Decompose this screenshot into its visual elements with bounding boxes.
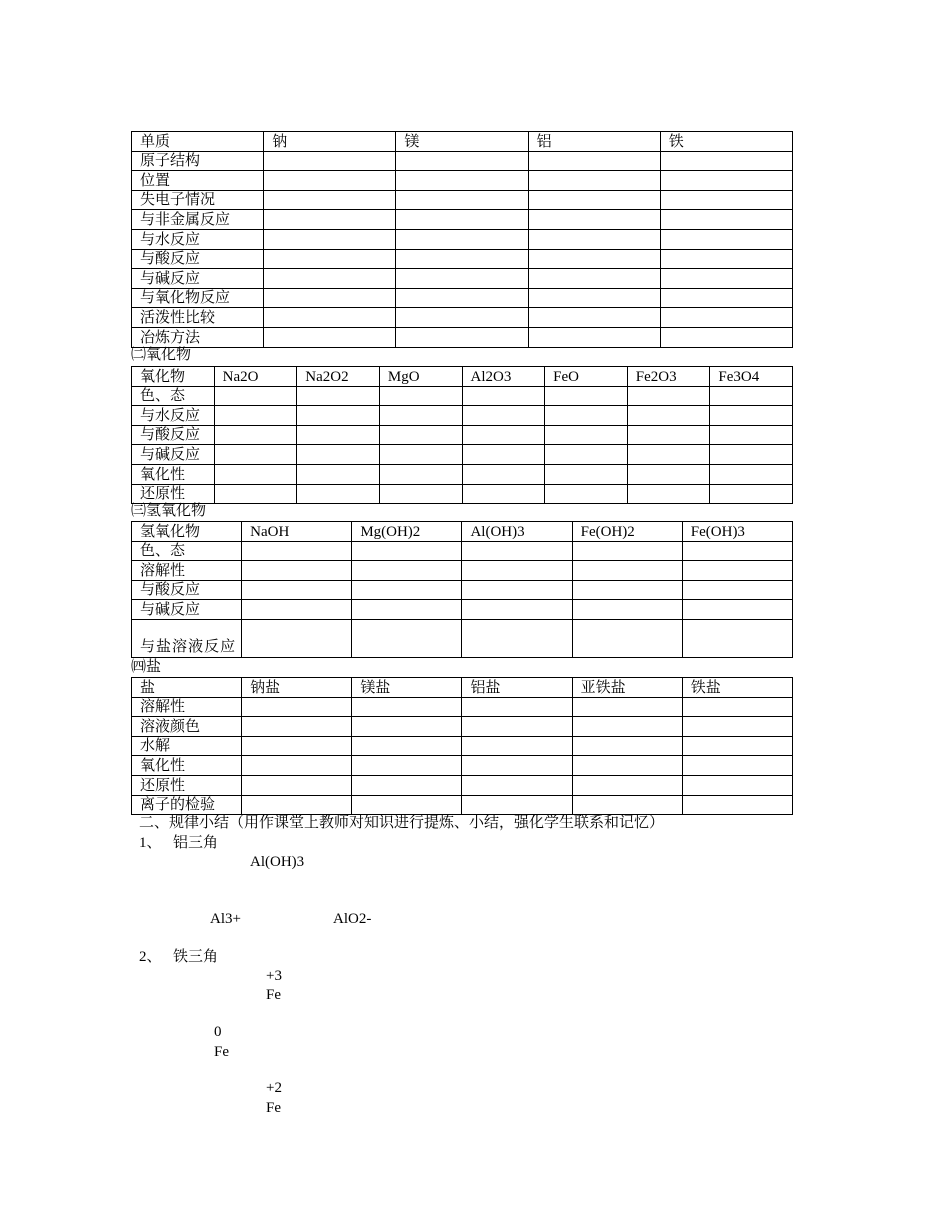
empty-cell — [297, 425, 380, 445]
empty-cell — [682, 795, 792, 815]
row-label: 氧化性 — [132, 464, 215, 484]
table-row — [132, 756, 793, 776]
empty-cell — [242, 619, 352, 657]
salt-section-title: ㈣盐 — [131, 659, 162, 675]
empty-cell — [396, 190, 528, 210]
empty-cell — [214, 406, 297, 426]
table-row — [132, 386, 793, 406]
empty-cell — [214, 464, 297, 484]
empty-cell — [627, 464, 710, 484]
empty-cell — [264, 171, 396, 191]
empty-cell — [379, 386, 462, 406]
empty-cell — [660, 190, 792, 210]
empty-cell — [242, 580, 352, 600]
fe0-charge: 0 — [214, 1024, 222, 1040]
empty-cell — [264, 249, 396, 269]
empty-cell — [528, 151, 660, 171]
empty-cell — [710, 445, 793, 465]
empty-cell — [242, 736, 352, 756]
empty-cell — [660, 171, 792, 191]
table-row — [132, 308, 793, 328]
header-cell: 钠 — [264, 132, 396, 152]
empty-cell — [396, 229, 528, 249]
header-cell: 钠盐 — [242, 678, 352, 698]
row-label: 与碱反应 — [132, 269, 264, 289]
header-cell: Al2O3 — [462, 367, 545, 387]
empty-cell — [660, 151, 792, 171]
empty-cell — [660, 269, 792, 289]
item2-title: 铁三角 — [173, 949, 219, 965]
header-cell: Na2O2 — [297, 367, 380, 387]
table-row — [132, 288, 793, 308]
row-label: 氧化性 — [132, 756, 242, 776]
empty-cell — [352, 541, 462, 561]
empty-cell — [572, 697, 682, 717]
header-cell: 铝盐 — [462, 678, 572, 698]
empty-cell — [682, 717, 792, 737]
empty-cell — [352, 717, 462, 737]
row-label: 水解 — [132, 736, 242, 756]
row-label: 溶液颜色 — [132, 717, 242, 737]
table-row — [132, 425, 793, 445]
table-header-row — [132, 132, 793, 152]
row-label: 与酸反应 — [132, 580, 242, 600]
empty-cell — [242, 717, 352, 737]
empty-cell — [528, 229, 660, 249]
header-cell: 铝 — [528, 132, 660, 152]
table-row — [132, 717, 793, 737]
empty-cell — [379, 425, 462, 445]
header-cell: 亚铁盐 — [572, 678, 682, 698]
empty-cell — [264, 269, 396, 289]
empty-cell — [528, 288, 660, 308]
empty-cell — [627, 445, 710, 465]
empty-cell — [660, 327, 792, 347]
empty-cell — [352, 775, 462, 795]
row-label: 冶炼方法 — [132, 327, 264, 347]
header-cell: 盐 — [132, 678, 242, 698]
row-label: 与碱反应 — [132, 445, 215, 465]
empty-cell — [682, 541, 792, 561]
empty-cell — [545, 464, 628, 484]
empty-cell — [682, 736, 792, 756]
empty-cell — [396, 288, 528, 308]
empty-cell — [264, 151, 396, 171]
row-label: 与氧化物反应 — [132, 288, 264, 308]
table-row — [132, 580, 793, 600]
item1-number: 1、 — [139, 835, 162, 851]
empty-cell — [710, 464, 793, 484]
table-row — [132, 269, 793, 289]
empty-cell — [352, 795, 462, 815]
empty-cell — [352, 736, 462, 756]
empty-cell — [214, 386, 297, 406]
empty-cell — [627, 386, 710, 406]
empty-cell — [352, 697, 462, 717]
row-label: 与碱反应 — [132, 600, 242, 620]
empty-cell — [462, 736, 572, 756]
header-cell: Fe2O3 — [627, 367, 710, 387]
table-row — [132, 171, 793, 191]
header-cell: 铁盐 — [682, 678, 792, 698]
header-cell: Mg(OH)2 — [352, 522, 462, 542]
item2-number: 2、 — [139, 949, 162, 965]
empty-cell — [264, 327, 396, 347]
table-row — [132, 619, 793, 657]
empty-cell — [264, 190, 396, 210]
empty-cell — [572, 541, 682, 561]
row-label: 离子的检验 — [132, 795, 242, 815]
empty-cell — [242, 697, 352, 717]
table-row — [132, 541, 793, 561]
table-row — [132, 736, 793, 756]
empty-cell — [572, 580, 682, 600]
fe3-label: Fe — [266, 987, 281, 1003]
empty-cell — [682, 561, 792, 581]
table-row — [132, 151, 793, 171]
empty-cell — [682, 775, 792, 795]
empty-cell — [462, 580, 572, 600]
table-row — [132, 464, 793, 484]
empty-cell — [682, 619, 792, 657]
fe3-charge: +3 — [266, 968, 282, 984]
row-label: 与盐溶液反应 — [132, 619, 242, 657]
empty-cell — [462, 600, 572, 620]
empty-cell — [572, 619, 682, 657]
row-label: 与非金属反应 — [132, 210, 264, 230]
empty-cell — [352, 619, 462, 657]
oxide-section-title: ㈡氧化物 — [131, 347, 192, 363]
header-cell: Fe(OH)2 — [572, 522, 682, 542]
empty-cell — [297, 464, 380, 484]
table-row — [132, 561, 793, 581]
empty-cell — [264, 288, 396, 308]
empty-cell — [297, 406, 380, 426]
table-row — [132, 327, 793, 347]
empty-cell — [297, 386, 380, 406]
empty-cell — [545, 386, 628, 406]
fe0-label: Fe — [214, 1044, 229, 1060]
fe2-label: Fe — [266, 1100, 281, 1116]
element-table — [131, 131, 793, 348]
empty-cell — [462, 445, 545, 465]
row-label: 原子结构 — [132, 151, 264, 171]
row-label: 与酸反应 — [132, 425, 215, 445]
empty-cell — [352, 600, 462, 620]
empty-cell — [396, 327, 528, 347]
row-label: 溶解性 — [132, 697, 242, 717]
table-header-row — [132, 367, 793, 387]
empty-cell — [214, 425, 297, 445]
empty-cell — [352, 561, 462, 581]
empty-cell — [379, 445, 462, 465]
table-row — [132, 697, 793, 717]
table-row — [132, 484, 793, 504]
table-row — [132, 795, 793, 815]
empty-cell — [352, 580, 462, 600]
empty-cell — [627, 406, 710, 426]
row-label: 与水反应 — [132, 229, 264, 249]
empty-cell — [264, 229, 396, 249]
al-oh3-label: Al(OH)3 — [250, 854, 305, 870]
header-cell: 氧化物 — [132, 367, 215, 387]
empty-cell — [462, 697, 572, 717]
empty-cell — [396, 269, 528, 289]
table-row — [132, 190, 793, 210]
empty-cell — [545, 425, 628, 445]
empty-cell — [572, 561, 682, 581]
empty-cell — [528, 190, 660, 210]
table-header-row — [132, 522, 793, 542]
empty-cell — [528, 308, 660, 328]
header-cell: Fe3O4 — [710, 367, 793, 387]
header-cell: 铁 — [660, 132, 792, 152]
empty-cell — [660, 229, 792, 249]
header-cell: 镁 — [396, 132, 528, 152]
empty-cell — [660, 288, 792, 308]
empty-cell — [572, 775, 682, 795]
header-cell: Na2O — [214, 367, 297, 387]
row-label: 失电子情况 — [132, 190, 264, 210]
table-row — [132, 775, 793, 795]
row-label: 位置 — [132, 171, 264, 191]
empty-cell — [627, 425, 710, 445]
table-row — [132, 600, 793, 620]
al3-label: Al3+ — [210, 911, 241, 927]
empty-cell — [396, 210, 528, 230]
empty-cell — [710, 425, 793, 445]
salt-table — [131, 677, 793, 815]
empty-cell — [572, 795, 682, 815]
empty-cell — [462, 619, 572, 657]
empty-cell — [297, 445, 380, 465]
empty-cell — [462, 425, 545, 445]
empty-cell — [462, 717, 572, 737]
empty-cell — [462, 541, 572, 561]
row-label: 与酸反应 — [132, 249, 264, 269]
empty-cell — [528, 171, 660, 191]
empty-cell — [242, 756, 352, 776]
header-cell: Fe(OH)3 — [682, 522, 792, 542]
empty-cell — [660, 249, 792, 269]
empty-cell — [297, 484, 380, 504]
empty-cell — [682, 580, 792, 600]
empty-cell — [396, 249, 528, 269]
empty-cell — [660, 210, 792, 230]
empty-cell — [528, 269, 660, 289]
empty-cell — [242, 775, 352, 795]
empty-cell — [545, 406, 628, 426]
empty-cell — [396, 171, 528, 191]
empty-cell — [264, 308, 396, 328]
empty-cell — [528, 249, 660, 269]
oxide-table — [131, 366, 793, 504]
empty-cell — [462, 464, 545, 484]
header-cell: 单质 — [132, 132, 264, 152]
row-label: 与水反应 — [132, 406, 215, 426]
empty-cell — [572, 717, 682, 737]
empty-cell — [462, 386, 545, 406]
empty-cell — [242, 795, 352, 815]
item1-title: 铝三角 — [173, 835, 219, 851]
empty-cell — [682, 600, 792, 620]
empty-cell — [214, 484, 297, 504]
table-row — [132, 249, 793, 269]
empty-cell — [396, 308, 528, 328]
empty-cell — [396, 151, 528, 171]
empty-cell — [572, 600, 682, 620]
hydroxide-table — [131, 521, 793, 658]
empty-cell — [545, 484, 628, 504]
empty-cell — [462, 561, 572, 581]
row-label: 活泼性比较 — [132, 308, 264, 328]
empty-cell — [462, 756, 572, 776]
empty-cell — [682, 697, 792, 717]
table-row — [132, 406, 793, 426]
header-cell: Al(OH)3 — [462, 522, 572, 542]
empty-cell — [242, 541, 352, 561]
table-row — [132, 210, 793, 230]
empty-cell — [462, 406, 545, 426]
empty-cell — [545, 445, 628, 465]
empty-cell — [660, 308, 792, 328]
empty-cell — [710, 386, 793, 406]
empty-cell — [710, 406, 793, 426]
empty-cell — [264, 210, 396, 230]
empty-cell — [242, 600, 352, 620]
header-cell: 氢氧化物 — [132, 522, 242, 542]
empty-cell — [379, 406, 462, 426]
empty-cell — [572, 756, 682, 776]
table-header-row — [132, 678, 793, 698]
empty-cell — [214, 445, 297, 465]
table-row — [132, 445, 793, 465]
empty-cell — [462, 775, 572, 795]
header-cell: NaOH — [242, 522, 352, 542]
row-label: 还原性 — [132, 775, 242, 795]
empty-cell — [710, 484, 793, 504]
header-cell: FeO — [545, 367, 628, 387]
summary-heading: 二、规律小结（用作课堂上教师对知识进行提炼、小结，强化学生联系和记忆） — [139, 815, 665, 831]
header-cell: MgO — [379, 367, 462, 387]
empty-cell — [379, 464, 462, 484]
row-label: 还原性 — [132, 484, 215, 504]
alo2-label: AlO2- — [333, 911, 372, 927]
empty-cell — [682, 756, 792, 776]
empty-cell — [462, 484, 545, 504]
empty-cell — [528, 327, 660, 347]
hydroxide-section-title: ㈢氢氧化物 — [131, 503, 207, 519]
row-label: 溶解性 — [132, 561, 242, 581]
empty-cell — [379, 484, 462, 504]
row-label: 色、态 — [132, 541, 242, 561]
empty-cell — [462, 795, 572, 815]
fe2-charge: +2 — [266, 1080, 282, 1096]
empty-cell — [627, 484, 710, 504]
empty-cell — [528, 210, 660, 230]
header-cell: 镁盐 — [352, 678, 462, 698]
row-label: 色、态 — [132, 386, 215, 406]
table-row — [132, 229, 793, 249]
empty-cell — [352, 756, 462, 776]
empty-cell — [572, 736, 682, 756]
empty-cell — [242, 561, 352, 581]
